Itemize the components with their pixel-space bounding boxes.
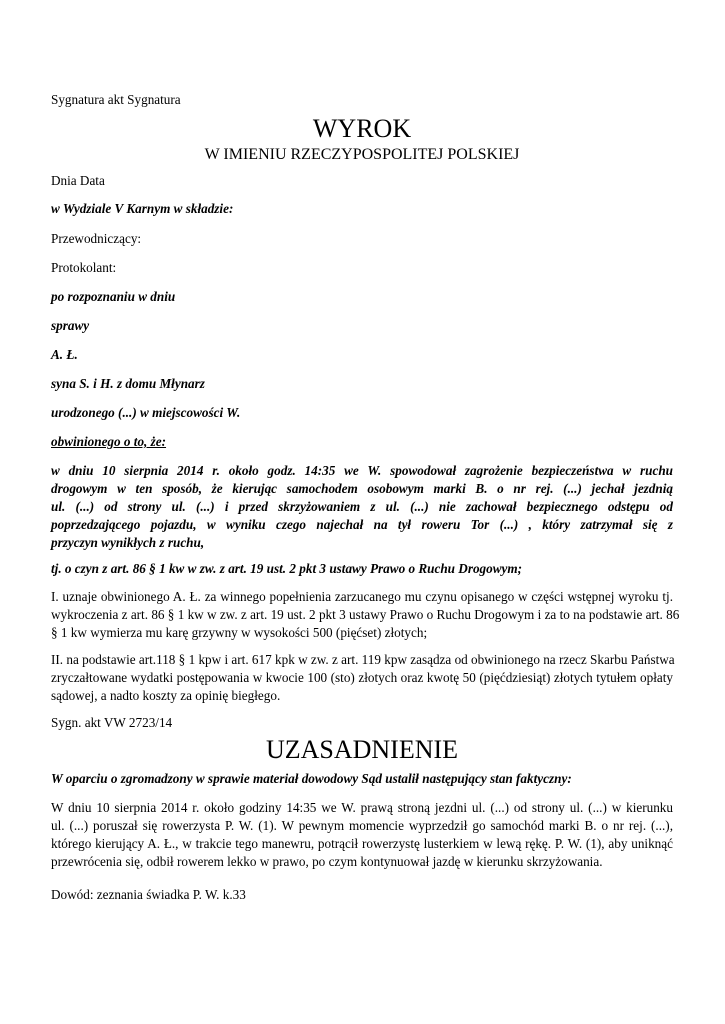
defendant-parents: syna S. i H. z domu Młynarz — [51, 376, 205, 391]
verdict-point-1-line: I. uznaje obwinionego A. Ł. za winnego popełnienia zarzucanego mu czynu opisanego w części wstępnej wyroku tj. — [51, 589, 673, 604]
defendant-name: A. Ł. — [51, 347, 78, 362]
charge-line: przyczyn wynikłych z ruchu, — [51, 535, 205, 550]
verdict-title: WYROK — [312, 114, 412, 143]
legal-basis: tj. o czyn z art. 86 § 1 kw w zw. z art. 19 ust. 2 pkt 3 ustawy Prawo o Ruchu Drogowym; — [51, 561, 523, 576]
justification-title: UZASADNIENIE — [265, 735, 459, 764]
justification-intro: W oparciu o zgromadzony w sprawie materiał dowodowy Sąd ustalił następujący stan faktyczny: — [51, 771, 572, 786]
verdict-point-1 — [51, 588, 680, 642]
facts-line: którego kierujący A. Ł., w trakcie tego manewru, potrącił rowerzystę lusterkiem w lewą rękę. P. W. (1), aby uniknąć — [51, 836, 673, 851]
facts-paragraph — [51, 799, 673, 871]
verdict-point-2-line: II. na podstawie art.118 § 1 kpw i art. 617 kpk w zw. z art. 119 kpw zasądza od obwinionego na rzecz Skarbu Państwa — [51, 652, 675, 667]
facts-line: W dniu 10 sierpnia 2014 r. około godziny 14:35 we W. prawą stroną jezdni ul. (...) od strony ul. (...) w kierunku — [51, 800, 673, 815]
department-line: w Wydziale V Karnym w składzie: — [51, 201, 234, 216]
defendant-birth: urodzonego (...) w miejscowości W. — [51, 405, 241, 420]
charge-line: drogowym w ten sposób, że kierując samochodem osobowym marki B. o nr rej. (...) jechał jezdnią — [51, 481, 673, 496]
verdict-subtitle: W IMIENIU RZECZYPOSPOLITEJ POLSKIEJ — [204, 146, 520, 163]
verdict-point-1-line: § 1 kw wymierza mu karę grzywny w wysokości 500 (pięćset) złotych; — [51, 625, 428, 640]
evidence-line: Dowód: zeznania świadka P. W. k.33 — [51, 887, 246, 902]
review-date-line: po rozpoznaniu w dniu — [51, 289, 176, 304]
verdict-point-2-line: sądowej, a nadto koszty za opinię biegłego. — [51, 688, 281, 703]
case-signature: Sygnatura akt Sygnatura — [51, 92, 181, 107]
verdict-point-1-line: wykroczenia z art. 86 § 1 kw w zw. z art. 19 ust. 2 pkt 3 ustawy Prawo o Ruchu Drogowym i za to na podstawie art. 86 — [51, 607, 680, 622]
facts-line: przewrócenia się, odbił rowerem lekko w prawo, po czym kontynuował jazdę w kierunku skrzyżowania. — [51, 854, 603, 869]
charge-line: ul. (...) od strony ul. (...) i przed skrzyżowaniem z ul. (...) nie zachował bezpiecznego odstępu od — [51, 499, 673, 514]
case-number: Sygn. akt VW 2723/14 — [51, 715, 173, 730]
verdict-date: Dnia Data — [51, 173, 105, 188]
verdict-point-2 — [51, 651, 673, 705]
verdict-point-2-line: zryczałtowane wydatki postępowania w kwocie 100 (sto) złotych oraz kwotę 50 (pięćdziesiąt) złotych tytułem opłaty — [51, 670, 673, 685]
case-line: sprawy — [51, 318, 90, 333]
facts-line: ul. (...) poruszał się rowerzysta P. W. (1). W pewnym momencie wyprzedził go samochód marki B. o nr rej. (...), — [51, 818, 673, 833]
charge-line: w dniu 10 sierpnia 2014 r. około godz. 14:35 we W. spowodował zagrożenie bezpieczeństwa w ruchu — [51, 463, 673, 478]
clerk-line: Protokolant: — [51, 260, 117, 275]
accusation-heading: obwinionego o to, że: — [51, 434, 167, 449]
chair-line: Przewodniczący: — [51, 231, 142, 246]
charge-line: poprzedzającego pojazdu, w wyniku czego najechał na tył roweru Tor (...) , który zatrzymał się z — [51, 517, 673, 532]
charge-paragraph — [51, 462, 673, 552]
